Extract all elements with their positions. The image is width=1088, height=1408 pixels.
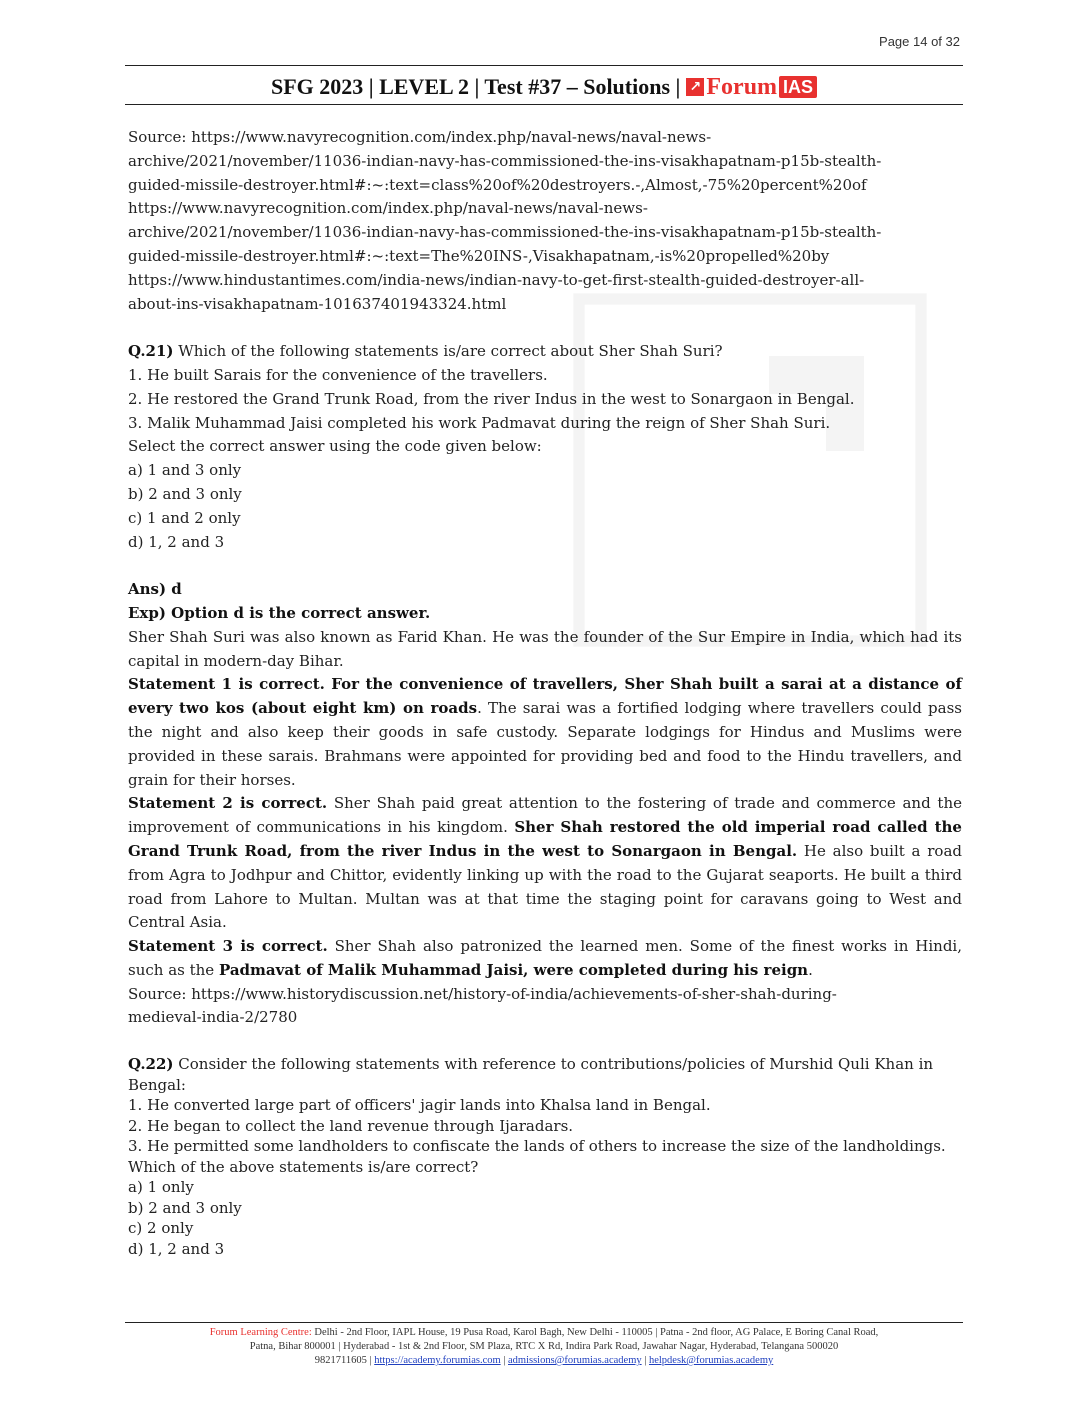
answer-21 xyxy=(128,578,962,1030)
arrow-icon: ↗ xyxy=(686,78,704,96)
question-22 xyxy=(128,1054,962,1259)
statement: 1. He converted large part of officers' jagir lands into Khalsa land in Bengal. xyxy=(128,1096,711,1115)
option: c) 1 and 2 only xyxy=(128,508,241,527)
source-line: about-ins-visakhapatnam-101637401943324.html xyxy=(128,294,507,313)
instruction: Select the correct answer using the code given below: xyxy=(128,437,542,456)
question-text: Q.22) Consider the following statements with reference to contributions/policies of Murshid Quli Khan in Bengal: xyxy=(128,1055,934,1094)
source-block xyxy=(128,126,962,316)
source-line: guided-missile-destroyer.html#:~:text=class%20of%20destroyers.-,Almost,-75%20percent%20of xyxy=(128,175,867,194)
page-footer: Forum Learning Centre: Delhi - 2nd Floor, IAPL House, 19 Pusa Road, Karol Bagh, New Delhi - 110005 | Patna - 2nd floor, AG Palace, E Boring Canal Road, Patna, Bihar 800001 | Hyderabad - 1st & 2nd Floor, SM Plaza, RTC X Rd, Indira Park Road, Jawahar Nagar, Hyderabad, Telangana 500020 9821711605 | https://academy.forumias.com | admissions@forumias.academy | helpdesk@forumias.academy xyxy=(125,1326,963,1368)
admissions-email-link[interactable]: admissions@forumias.academy xyxy=(508,1355,642,1366)
footer-address-line: Patna, Bihar 800001 | Hyderabad - 1st & 2nd Floor, SM Plaza, RTC X Rd, Indira Park Road, Jawahar Nagar, Hyderabad, Telangana 500020 xyxy=(249,1341,839,1352)
question-label: Q.21) xyxy=(128,342,174,361)
statement-2-explanation: Statement 2 is correct. Sher Shah paid great attention to the fostering of trade and commerce and the improvement of communications in his kingdom. Sher Shah restored the old imperial road called the Grand Trunk Road, from the river Indus in the west to Sonargaon in Bengal. He also built a road from Agra to Jodhpur and Chittor, evidently linking up with the road to the Gujarat seaports. He built a third road from Lahore to Multan. Multan was at that time the staging point for caravans going to West and Central Asia. xyxy=(128,794,963,932)
question-label: Q.22) xyxy=(128,1055,174,1074)
header-bottom-rule xyxy=(125,104,963,105)
header-title: SFG 2023 | LEVEL 2 | Test #37 – Solutions | xyxy=(270,74,681,99)
statement: 3. Malik Muhammad Jaisi completed his work Padmavat during the reign of Sher Shah Suri. xyxy=(128,413,831,432)
statement: 2. He restored the Grand Trunk Road, from the river Indus in the west to Sonargaon in Bengal. xyxy=(128,389,855,408)
option: c) 2 only xyxy=(128,1219,194,1238)
page-content xyxy=(128,126,962,1259)
statement: 2. He began to collect the land revenue through Ijaradars. xyxy=(128,1116,574,1135)
footer-phone: 9821711605 | xyxy=(314,1355,375,1366)
source-line: Source: https://www.navyrecognition.com/index.php/naval-news/naval-news- xyxy=(128,128,712,146)
option: a) 1 and 3 only xyxy=(128,461,242,480)
footer-brand: Forum Learning Centre: xyxy=(209,1327,312,1338)
page-header xyxy=(125,72,963,102)
source-line: archive/2021/november/11036-indian-navy-has-commissioned-the-ins-visakhapatnam-p15b-stealth- xyxy=(128,223,882,242)
answer-label: Ans) d xyxy=(128,580,182,599)
explanation-intro: Sher Shah Suri was also known as Farid Khan. He was the founder of the Sur Empire in India, which had its capital in modern-day Bihar. xyxy=(128,627,962,670)
option: a) 1 only xyxy=(128,1178,194,1197)
source-line: archive/2021/november/11036-indian-navy-has-commissioned-the-ins-visakhapatnam-p15b-stealth- xyxy=(128,151,882,170)
footer-address-line: Delhi - 2nd Floor, IAPL House, 19 Pusa Road, Karol Bagh, New Delhi - 110005 | Patna - 2nd floor, AG Palace, E Boring Canal Road, xyxy=(311,1327,879,1338)
helpdesk-email-link[interactable]: helpdesk@forumias.academy xyxy=(648,1355,774,1366)
logo-forum-text: Forum xyxy=(706,73,778,100)
footer-rule xyxy=(125,1322,963,1323)
statement: 3. He permitted some landholders to confiscate the lands of others to increase the size of the landholdings. xyxy=(128,1137,946,1156)
source-line: https://www.hindustantimes.com/india-news/indian-navy-to-get-first-stealth-guided-destroyer-all- xyxy=(128,270,865,289)
option: b) 2 and 3 only xyxy=(128,484,242,503)
option: d) 1, 2 and 3 xyxy=(128,532,225,551)
statement-1-explanation: Statement 1 is correct. For the convenience of travellers, Sher Shah built a sarai at a distance of every two kos (about eight km) on roads. The sarai was a fortified lodging where travellers could pass the night and also keep their goods in safe custody. Separate lodgings for Hindus and Muslims were provided in these sarais. Brahmans were appointed for providing bed and food to the Hindu travellers, and grain for their horses. xyxy=(128,675,962,789)
logo-ias-text: IAS xyxy=(779,76,817,98)
source-line: Source: https://www.historydiscussion.net/history-of-india/achievements-of-sher-shah-during- xyxy=(128,984,837,1003)
question-text: Q.21) Which of the following statements is/are correct about Sher Shah Suri? xyxy=(128,342,723,361)
source-line: medieval-india-2/2780 xyxy=(128,1008,298,1027)
source-line: guided-missile-destroyer.html#:~:text=The%20INS-,Visakhapatnam,-is%20propelled%20by xyxy=(128,246,830,265)
explanation-heading: Exp) Option d is the correct answer. xyxy=(128,603,431,622)
option: b) 2 and 3 only xyxy=(128,1198,242,1217)
instruction: Which of the above statements is/are correct? xyxy=(128,1157,479,1176)
statement: 1. He built Sarais for the convenience of the travellers. xyxy=(128,365,548,384)
statement-3-explanation: Statement 3 is correct. Sher Shah also patronized the learned men. Some of the finest works in Hindi, such as the Padmavat of Malik Muhammad Jaisi, were completed during his reign. xyxy=(128,937,962,979)
page-number: Page 14 of 32 xyxy=(879,34,960,49)
forumias-logo xyxy=(686,74,817,101)
header-top-rule xyxy=(125,65,963,66)
question-21 xyxy=(128,340,962,554)
source-line: https://www.navyrecognition.com/index.php/naval-news/naval-news- xyxy=(128,199,648,218)
option: d) 1, 2 and 3 xyxy=(128,1239,225,1258)
academy-link[interactable]: https://academy.forumias.com xyxy=(374,1355,501,1366)
